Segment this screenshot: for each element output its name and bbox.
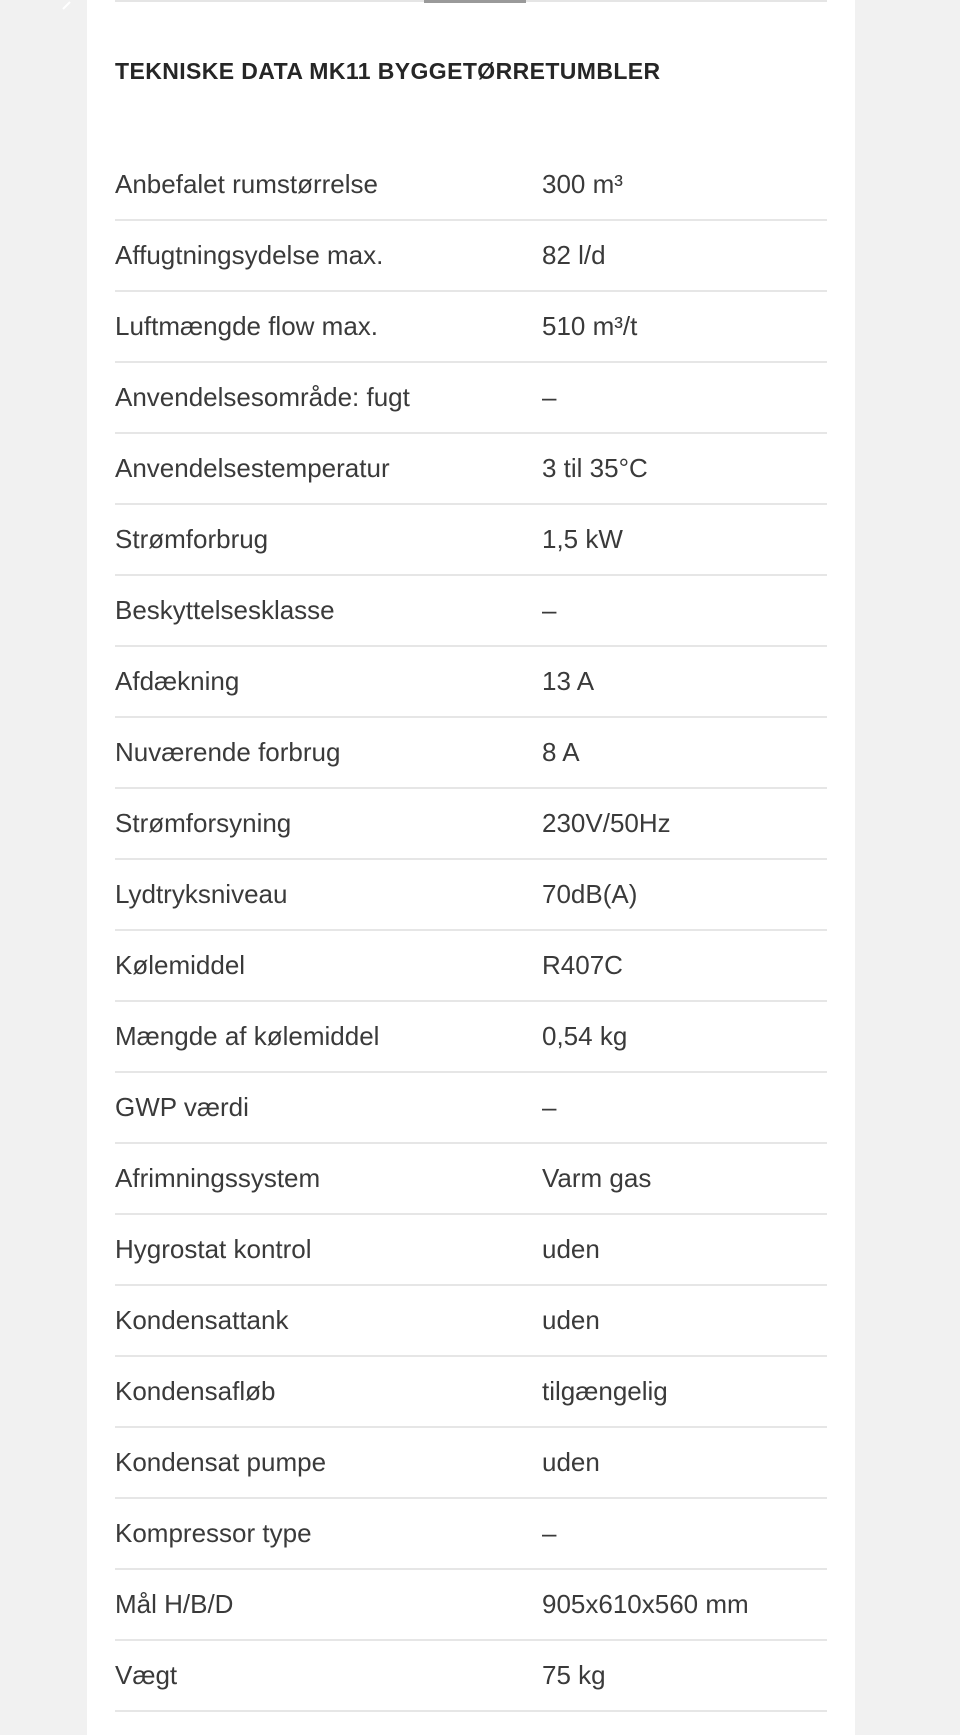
spec-value: – bbox=[542, 1518, 557, 1548]
arrow-corner-icon bbox=[62, 0, 76, 10]
spec-value: – bbox=[542, 382, 557, 412]
spec-label: Affugtningsydelse max. bbox=[115, 240, 384, 270]
spec-value: 82 l/d bbox=[542, 240, 606, 270]
spec-value: 905x610x560 mm bbox=[542, 1589, 749, 1619]
top-divider-accent bbox=[424, 0, 526, 3]
spec-row bbox=[115, 363, 827, 434]
spec-value: 3 til 35°C bbox=[542, 453, 648, 483]
spec-label: Anvendelsestemperatur bbox=[115, 453, 390, 483]
spec-label: Kondensattank bbox=[115, 1305, 289, 1335]
spec-value: 0,54 kg bbox=[542, 1021, 628, 1051]
spec-value: tilgængelig bbox=[542, 1376, 668, 1406]
spec-table bbox=[115, 150, 827, 1712]
spec-row bbox=[115, 789, 827, 860]
spec-row bbox=[115, 150, 827, 221]
spec-label: Afdækning bbox=[115, 666, 240, 696]
spec-row bbox=[115, 1641, 827, 1712]
spec-value: 13 A bbox=[542, 666, 595, 696]
spec-label: Anbefalet rumstørrelse bbox=[115, 169, 378, 199]
spec-value: uden bbox=[542, 1447, 600, 1477]
spec-row bbox=[115, 647, 827, 718]
spec-value: 300 m³ bbox=[542, 169, 623, 199]
spec-label: Strømforsyning bbox=[115, 808, 292, 838]
spec-label: GWP værdi bbox=[115, 1092, 249, 1122]
spec-row bbox=[115, 931, 827, 1002]
spec-label: Lydtryksniveau bbox=[115, 879, 288, 909]
spec-value: 75 kg bbox=[542, 1660, 606, 1690]
spec-label: Mængde af kølemiddel bbox=[115, 1021, 380, 1051]
spec-value: Varm gas bbox=[542, 1163, 652, 1193]
spec-value: 1,5 kW bbox=[542, 524, 623, 554]
spec-label: Vægt bbox=[115, 1660, 178, 1690]
spec-row bbox=[115, 505, 827, 576]
spec-value: – bbox=[542, 595, 557, 625]
spec-value: 230V/50Hz bbox=[542, 808, 671, 838]
spec-label: Kølemiddel bbox=[115, 950, 246, 980]
spec-label: Beskyttelsesklasse bbox=[115, 595, 335, 625]
spec-label: Afrimningssystem bbox=[115, 1163, 321, 1193]
spec-row bbox=[115, 1002, 827, 1073]
spec-label: Nuværende forbrug bbox=[115, 737, 341, 767]
spec-row bbox=[115, 1357, 827, 1428]
spec-label: Mål H/B/D bbox=[115, 1589, 234, 1619]
page-title: TEKNISKE DATA MK11 BYGGETØRRETUMBLER bbox=[115, 58, 661, 84]
spec-row bbox=[115, 860, 827, 931]
spec-row bbox=[115, 221, 827, 292]
spec-row bbox=[115, 576, 827, 647]
spec-value: uden bbox=[542, 1305, 600, 1335]
tech-data-card bbox=[87, 0, 855, 1735]
spec-row bbox=[115, 434, 827, 505]
spec-label: Hygrostat kontrol bbox=[115, 1234, 312, 1264]
spec-row bbox=[115, 1215, 827, 1286]
spec-label: Kondensat pumpe bbox=[115, 1447, 327, 1477]
spec-value: R407C bbox=[542, 950, 623, 980]
spec-value: 8 A bbox=[542, 737, 580, 767]
spec-row bbox=[115, 1570, 827, 1641]
spec-row bbox=[115, 718, 827, 789]
spec-value: – bbox=[542, 1092, 557, 1122]
spec-value: 70dB(A) bbox=[542, 879, 638, 909]
spec-row bbox=[115, 1428, 827, 1499]
spec-label: Anvendelsesområde: fugt bbox=[115, 382, 410, 412]
spec-label: Luftmængde flow max. bbox=[115, 311, 379, 341]
spec-row bbox=[115, 1073, 827, 1144]
spec-label: Kompressor type bbox=[115, 1518, 312, 1548]
spec-label: Kondensafløb bbox=[115, 1376, 276, 1406]
spec-row bbox=[115, 1286, 827, 1357]
spec-row bbox=[115, 1144, 827, 1215]
spec-value: 510 m³/t bbox=[542, 311, 638, 341]
spec-row bbox=[115, 1499, 827, 1570]
spec-value: uden bbox=[542, 1234, 600, 1264]
spec-row bbox=[115, 292, 827, 363]
spec-label: Strømforbrug bbox=[115, 524, 269, 554]
